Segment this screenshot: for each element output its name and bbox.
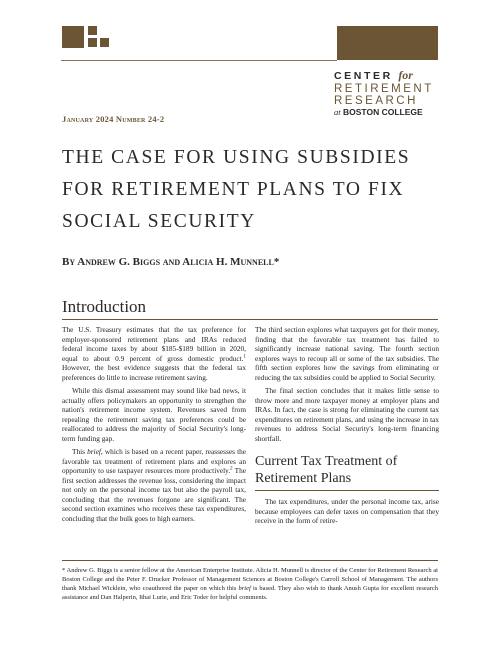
decorative-block <box>337 26 438 60</box>
intro-paragraph-4: The third section explores what taxpayers get for their money, finding that the favorable tax treatment has failed to significantly increase national saving. The fourth section explores ways to recoup all or some of the tax subsidies. The fifth section explores how the savings from eliminating or reducing the tax subsidies could be applied to Social Security. <box>255 325 439 382</box>
footnote-rule <box>62 560 438 561</box>
intro-rule <box>62 319 438 320</box>
right-column <box>255 325 439 526</box>
intro-paragraph-2: While this dismal assessment may sound like bad news, it actually offers policymakers an opportunity to strengthen the nation's retirement income system. Revenues saved from repealing the retirement saving tax preferences could be reallocated to address the majority of Social Security's long-term funding gap. <box>62 386 246 443</box>
intro-paragraph-1: The U.S. Treasury estimates that the tax preference for employer-sponsored retirement plans and IRAs reduced federal income taxes by about $185-$189 billion in 2020, equal to about 0.9 percent of gross domestic product.$^1$ However, the best evidence suggests that the federal tax preferences do little to increase retirement saving. <box>62 325 246 382</box>
header-rule <box>61 60 337 61</box>
intro-paragraph-3: This brief, which is based on a recent paper, reassesses the favorable tax treatment of retirement plans and explores an opportunity to use taxpayer resources more productively.$^2$ The first section addresses the revenue loss, considering the impact not only on the personal income tax but also the payroll tax, concluding that the revenues forgone are significant. The second section examines who receives these tax expenditures, concluding that the bulk goes to high earners. <box>62 447 247 523</box>
section-heading: Current Tax Treatment of Retirement Plans <box>255 454 398 486</box>
intro-paragraph-5: The final section concludes that it makes little sense to throw more and more taxpayer money at employer plans and IRAs. In fact, the case is strong for eliminating the current tax expenditures on retirement plans, and using the increase in tax revenues to address Social Security's long-term financing shortfall. <box>255 386 439 443</box>
issue-date: January 2024 <box>62 114 114 124</box>
decorative-square-4 <box>100 38 109 47</box>
section-rule <box>255 490 439 491</box>
authors-line: By Andrew G. Biggs and Alicia H. Munnell* <box>62 256 280 268</box>
author-footnote: * Andrew G. Biggs is a senior fellow at the American Enterprise Institute. Alicia H. Munnell is director of the Center for Retirement Research at Boston College and the Peter F. Drucker Professor of Management Sciences at Boston College's Carroll School of Management. The authors thank Michael Wicklein, who coauthored the paper on which this brief is based. They also wish to thank Anush Gupta for excellent research assistance and Dan Halperin, Ithai Lurie, and Eric Toder for helpful comments. <box>62 567 439 601</box>
decorative-square-2 <box>88 26 97 35</box>
logo-line-4: at BOSTON COLLEGE <box>334 107 423 117</box>
logo-line-1: CENTER for <box>334 68 413 82</box>
decorative-square-1 <box>62 26 84 48</box>
issue-number: Number 24-2 <box>115 114 165 124</box>
issue-dateline <box>62 114 164 124</box>
decorative-square-3 <box>88 38 97 47</box>
page-title: THE CASE FOR USING SUBSIDIES FOR RETIREMENT PLANS TO FIX SOCIAL SECURITY <box>62 147 411 232</box>
section-paragraph-1: The tax expenditures, under the personal income tax, arise because employees can defer taxes on compensation that they receive in the form of retire- <box>255 497 439 525</box>
logo-line-2: RETIREMENT <box>334 83 434 95</box>
left-column <box>62 325 246 523</box>
intro-heading: Introduction <box>62 297 147 316</box>
crr-logo <box>334 68 462 117</box>
logo-line-3: RESEARCH <box>334 95 418 107</box>
